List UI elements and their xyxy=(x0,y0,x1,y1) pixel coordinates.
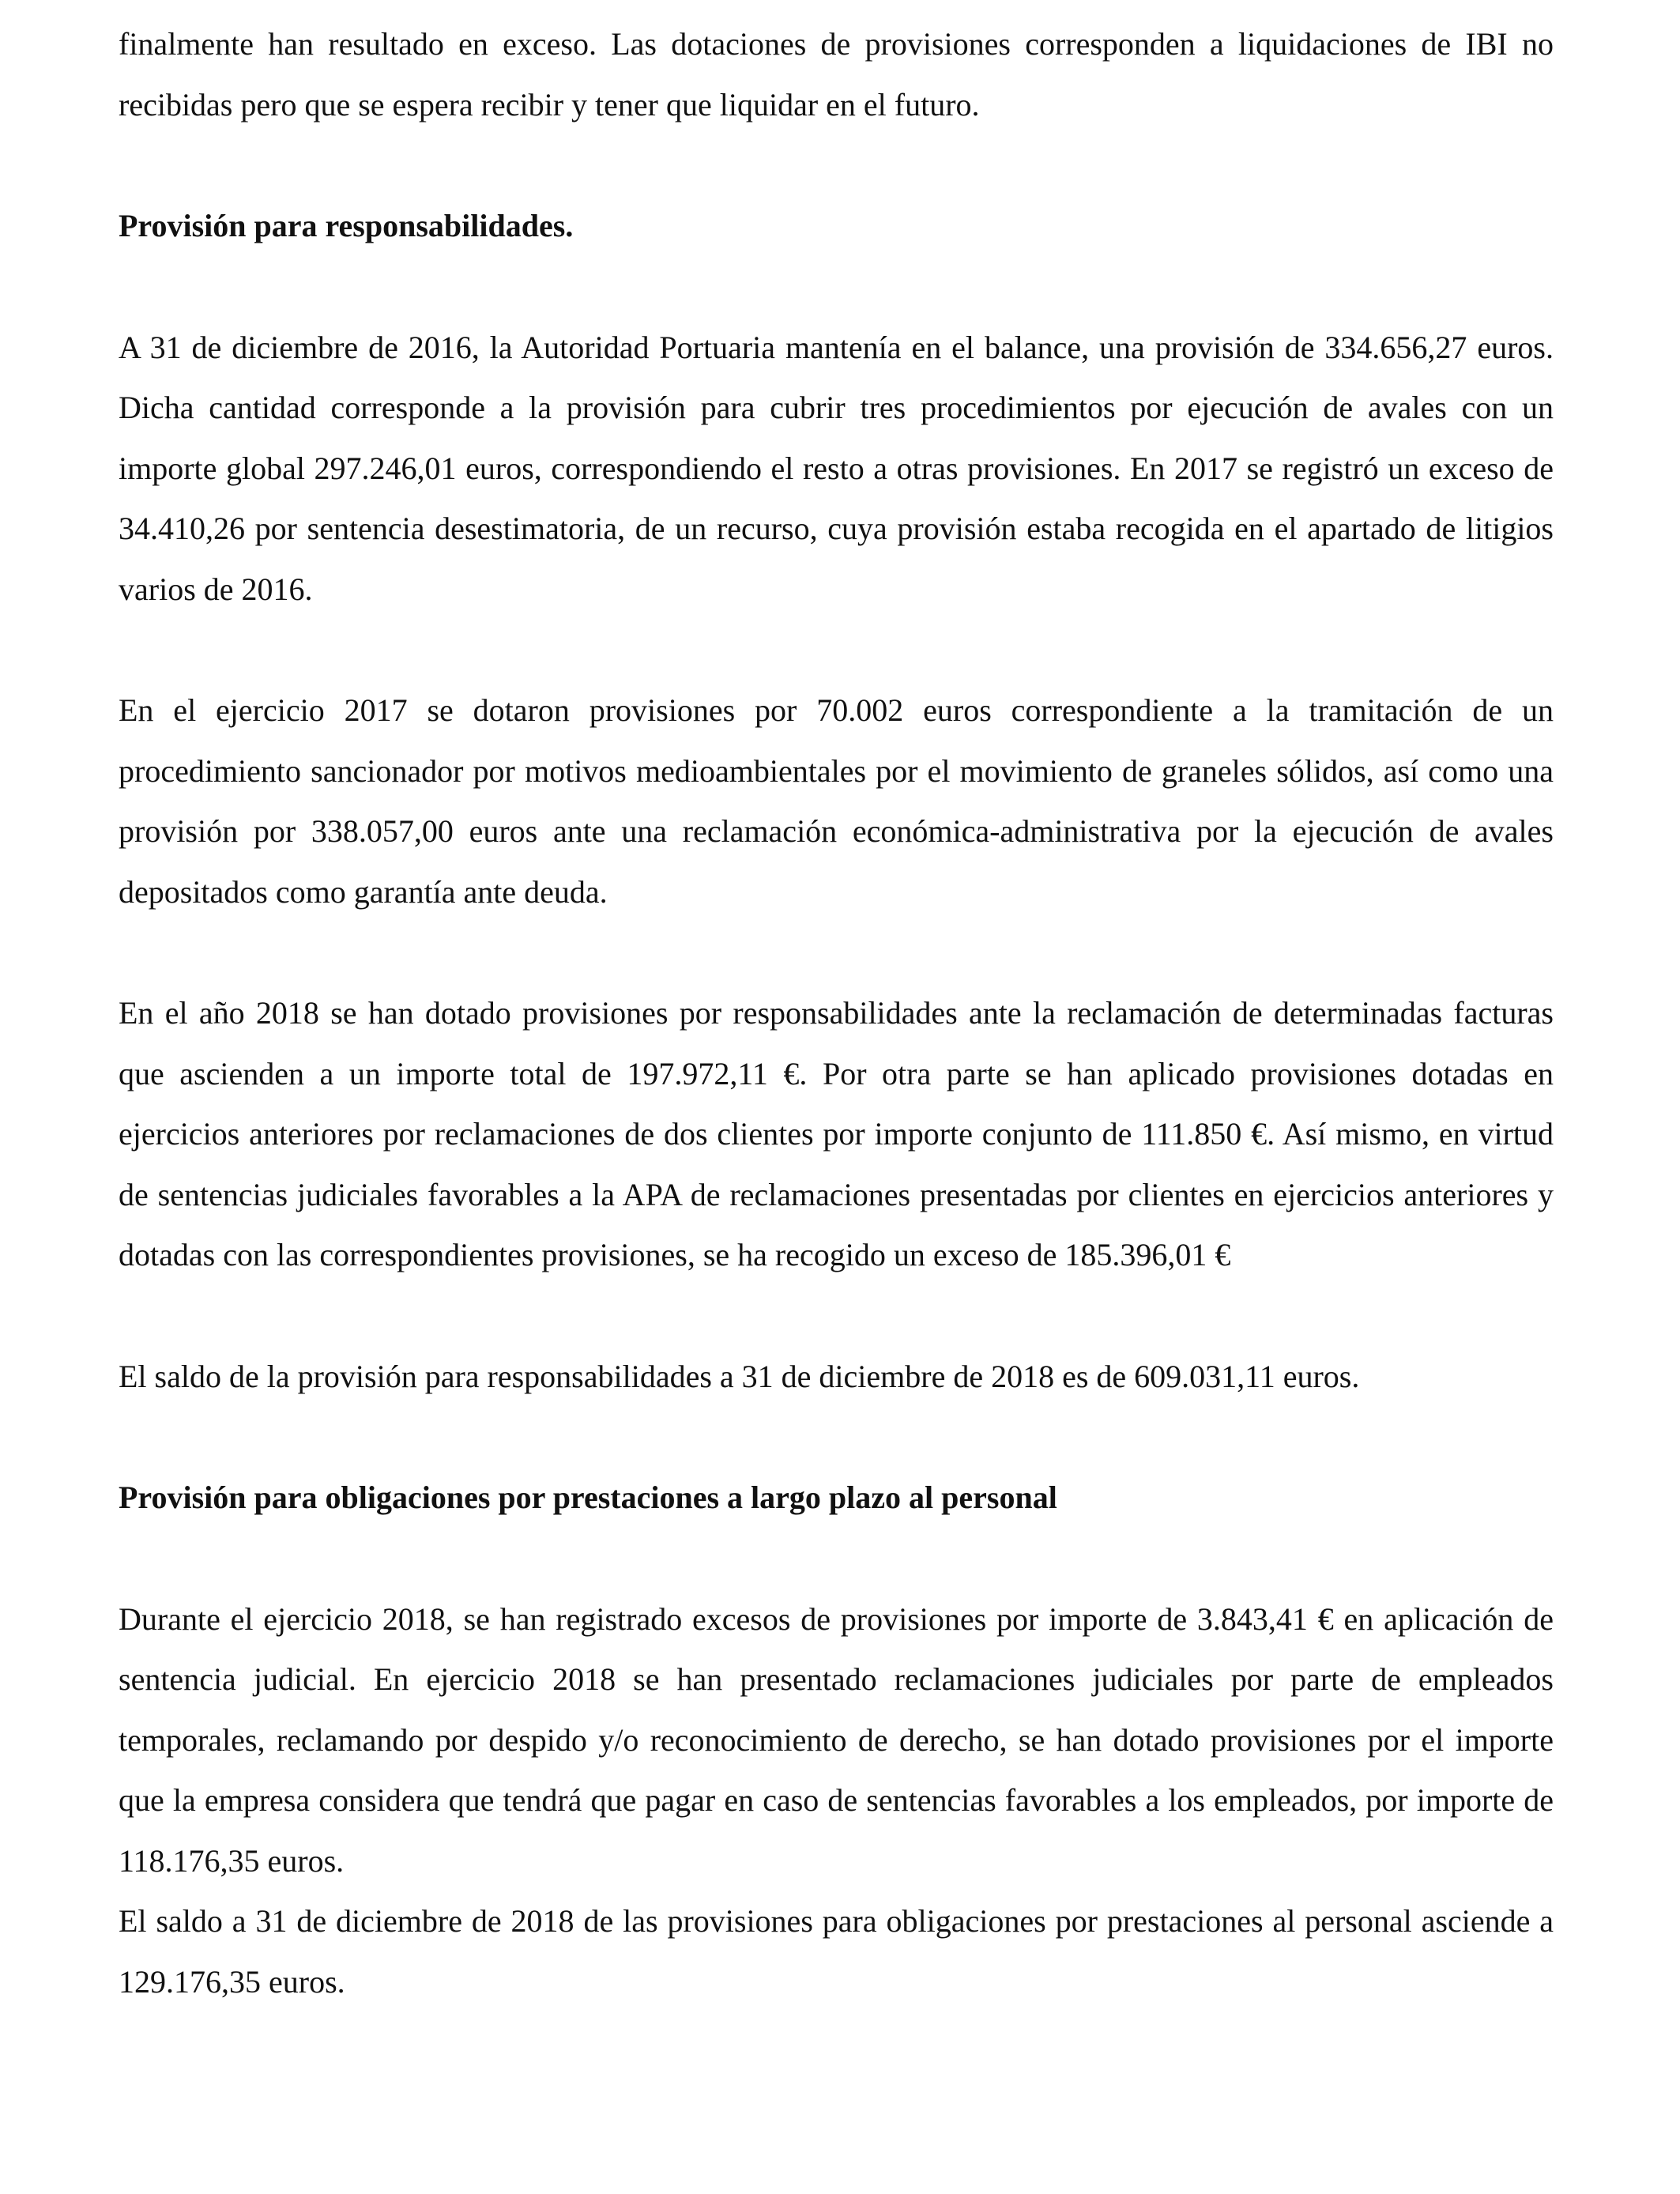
paragraph-saldo-responsabilidades: El saldo de la provisión para responsabilidades a 31 de diciembre de 2018 es de 609.031,11 euros. xyxy=(119,1358,1360,1394)
heading-provision-personal: Provisión para obligaciones por prestaciones a largo plazo al personal xyxy=(119,1480,1057,1515)
intro-paragraph: finalmente han resultado en exceso. Las dotaciones de provisiones corresponden a liquidaciones de IBI no recibidas pero que se espera recibir y tener que liquidar en el futuro. xyxy=(119,26,1554,123)
heading-provision-responsabilidades: Provisión para responsabilidades. xyxy=(119,208,574,243)
paragraph-ejercicio-2017: En el ejercicio 2017 se dotaron provisiones por 70.002 euros correspondiente a la tramitación de un procedimiento sancionador por motivos medioambientales por el movimiento de graneles sólidos, así como una provisión por 338.057,00 euros ante una reclamación económica-administrativa por la ejecución de avales depositados como garantía ante deuda. xyxy=(119,692,1554,910)
paragraph-excesos-2018: Durante el ejercicio 2018, se han registrado excesos de provisiones por importe de 3.843,41 € en aplicación de sentencia judicial. En ejercicio 2018 se han presentado reclamaciones judiciales por parte de empleados temporales, reclamando por despido y/o reconocimiento de derecho, se han dotado provisiones por el importe que la empresa considera que tendrá que pagar en caso de sentencias favorables a los empleados, por importe de 118.176,35 euros. xyxy=(119,1600,1554,1879)
document-page xyxy=(119,14,1554,2012)
paragraph-balance-2016: A 31 de diciembre de 2016, la Autoridad Portuaria mantenía en el balance, una provisión de 334.656,27 euros. Dicha cantidad corresponde a la provisión para cubrir tres procedimientos por ejecución de avales con un importe global 297.246,01 euros, correspondiendo el resto a otras provisiones. En 2017 se registró un exceso de 34.410,26 por sentencia desestimatoria, de un recurso, cuya provisión estaba recogida en el apartado de litigios varios de 2016. xyxy=(119,329,1554,607)
paragraph-saldo-personal: El saldo a 31 de diciembre de 2018 de las provisiones para obligaciones por prestaciones al personal asciende a 129.176,35 euros. xyxy=(119,1903,1554,2000)
paragraph-ano-2018: En el año 2018 se han dotado provisiones por responsabilidades ante la reclamación de determinadas facturas que ascienden a un importe total de 197.972,11 €. Por otra parte se han aplicado provisiones dotadas en ejercicios anteriores por reclamaciones de dos clientes por importe conjunto de 111.850 €. Así mismo, en virtud de sentencias judiciales favorables a la APA de reclamaciones presentadas por clientes en ejercicios anteriores y dotadas con las correspondientes provisiones, se ha recogido un exceso de 185.396,01 € xyxy=(119,995,1554,1272)
